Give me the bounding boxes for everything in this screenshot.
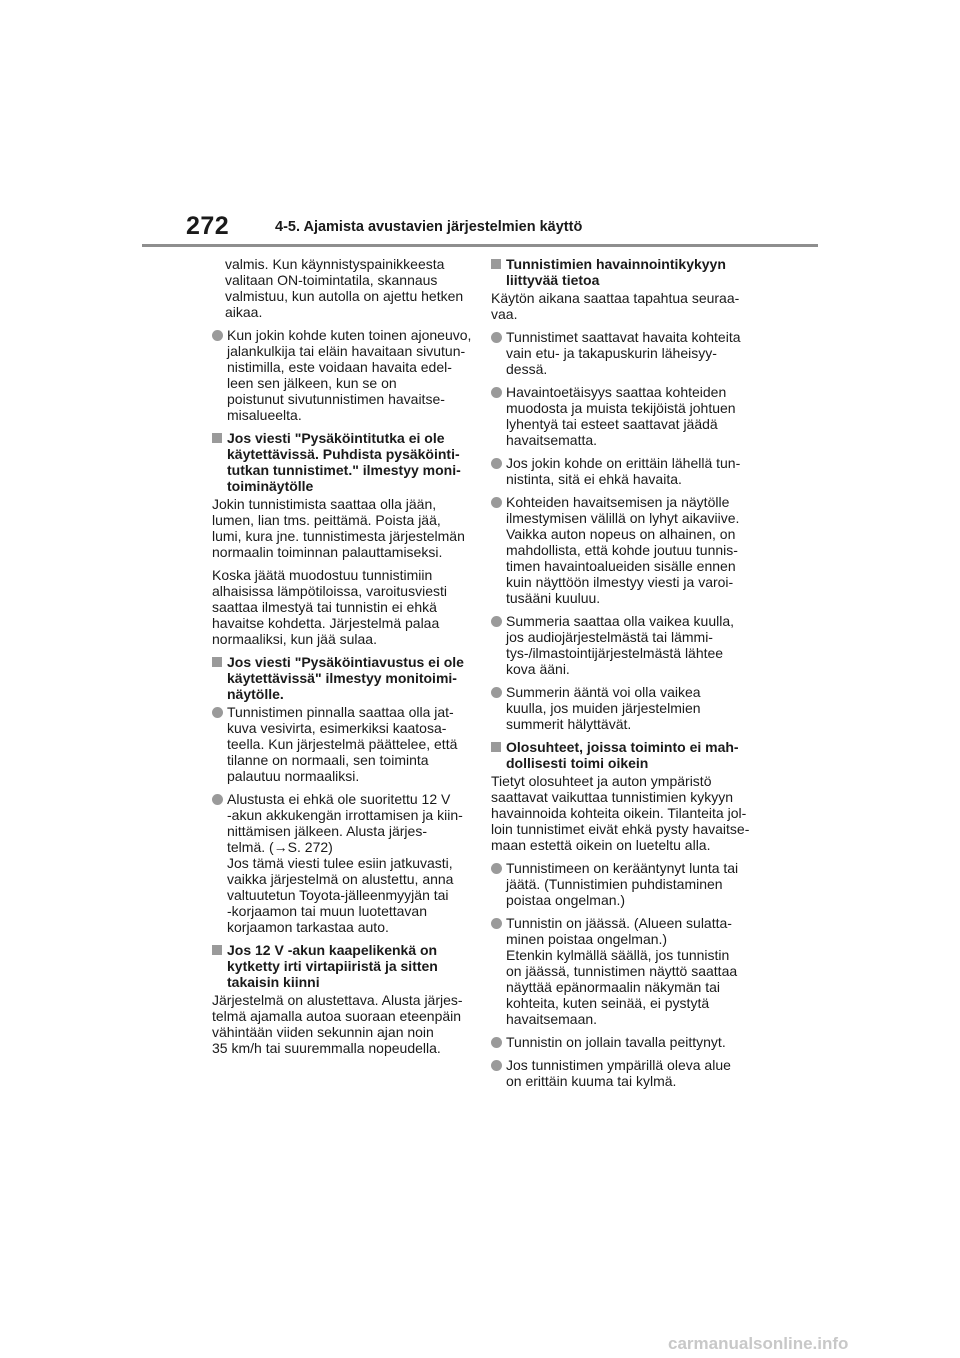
bullet-item [491, 860, 759, 908]
text-line: 35 km/h tai suuremmalla nopeudella. [212, 1040, 441, 1056]
text-line: Jos viesti "Pysäköintitutka ei ole [227, 430, 445, 446]
text-line: Järjestelmä on alustettava. Alusta järjes- [212, 992, 463, 1008]
text-line: vaikka järjestelmä on alustettu, anna [227, 871, 454, 887]
bullet-text [506, 455, 759, 487]
bullet-item [212, 704, 470, 784]
text-line: Tietyt olosuhteet ja auton ympäristö [491, 773, 712, 789]
heading-text [227, 654, 470, 702]
text-line: kuin näyttöön ilmestyy viesti ja varoi- [506, 574, 734, 590]
text-line: kova ääni. [506, 661, 570, 677]
text-line: näyttää epänormaalin näkymän tai [506, 979, 721, 995]
bullet-item [212, 327, 470, 423]
bullet-dot-icon [491, 1037, 502, 1048]
text-line: Etenkin kylmällä säällä, jos tunnistin [506, 947, 730, 963]
text-line: poistaa ongelman.) [506, 892, 626, 908]
square-bullet-icon [212, 657, 222, 667]
text-line: kuulla, jos muiden järjestelmien [506, 700, 701, 716]
bullet-text [506, 860, 759, 908]
bullet-text [506, 329, 759, 377]
bullet-dot-icon [212, 794, 223, 805]
text-line: tusääni kuuluu. [506, 590, 601, 606]
left-column [212, 256, 470, 1063]
text-line: lumen, lian tms. peittämä. Poista jää, [212, 512, 441, 528]
bullet-dot-icon [491, 616, 502, 627]
bullet-text [227, 791, 470, 935]
text-line: saattavat vaikuttaa tunnistimien kykyyn [491, 789, 734, 805]
text-line: Jos tunnistimen ympärillä oleva alue [506, 1057, 731, 1073]
text-line: Vaikka auton nopeus on alhainen, on [506, 526, 736, 542]
text-line: saattaa ilmestyä tai tunnistin ei ehkä [212, 599, 437, 615]
text-line: valmis. Kun käynnistyspainikkeesta [225, 256, 445, 272]
header-rule [142, 244, 818, 247]
text-line: kytketty irti virtapiiristä ja sitten [227, 958, 438, 974]
text-line: Tunnistimeen on kerääntynyt lunta tai [506, 860, 739, 876]
bullet-item [212, 791, 470, 935]
paragraph [491, 773, 759, 853]
continued-paragraph [212, 256, 470, 320]
bullet-dot-icon [491, 918, 502, 929]
text-line: maan estettä oikein on lueteltu alla. [491, 837, 711, 853]
text-line: minen poistaa ongelman.) [506, 931, 668, 947]
watermark: carmanualsonline.info [668, 1334, 849, 1353]
text-line: valitaan ON-toimintatila, skannaus [225, 272, 438, 288]
text-line: on erittäin kuuma tai kylmä. [506, 1073, 677, 1089]
text-line: käytettävissä" ilmestyy monitoimi- [227, 670, 457, 686]
text-line: nittämisen jälkeen. Alusta järjes- [227, 823, 427, 839]
text-line: palautuu normaaliksi. [227, 768, 360, 784]
heading-text [227, 430, 470, 494]
square-bullet-icon [491, 742, 501, 752]
bullet-item [491, 384, 759, 448]
text-line: lumi, kura jne. tunnistimesta järjestelmän [212, 528, 465, 544]
text-line: kuva vesivirta, esimerkiksi kaatosa- [227, 720, 447, 736]
bullet-item [491, 684, 759, 732]
heading-text [506, 256, 759, 288]
text-line: toiminäytölle [227, 478, 314, 494]
bullet-dot-icon [491, 458, 502, 469]
subsection-heading [491, 256, 759, 288]
text-line: Tunnistimen pinnalla saattaa olla jat- [227, 704, 454, 720]
text-line: kohteita, kuten seinää, ei pystytä [506, 995, 710, 1011]
text-line: Tunnistin on jäässä. (Alueen sulatta- [506, 915, 732, 931]
text-line: vaa. [491, 306, 518, 322]
text-line: havaitsematta. [506, 432, 598, 448]
text-line: Tunnistin on jollain tavalla peittynyt. [506, 1034, 726, 1050]
text-line: valtuutetun Toyota-jälleenmyyjän tai [227, 887, 449, 903]
bullet-dot-icon [491, 387, 502, 398]
text-line: -korjaamon tai muun luotettavan [227, 903, 427, 919]
text-line: aikaa. [225, 304, 263, 320]
bullet-dot-icon [491, 1060, 502, 1071]
subsection-heading [491, 739, 759, 771]
text-line: korjaamon tarkastaa auto. [227, 919, 389, 935]
bullet-item [491, 915, 759, 1027]
text-line: havaitse kohdetta. Järjestelmä palaa [212, 615, 440, 631]
text-line: normaaliksi, kun jää sulaa. [212, 631, 377, 647]
text-line: näytölle. [227, 686, 284, 702]
text-line: loin tunnistimet eivät ehkä pysty havaitse- [491, 821, 750, 837]
bullet-item [491, 1057, 759, 1089]
text-line: muodosta ja muista tekijöistä johtuen [506, 400, 736, 416]
text-line: teella. Kun järjestelmä päättelee, että [227, 736, 458, 752]
text-line: ilmestymisen välillä on lyhyt aikaviive. [506, 510, 740, 526]
text-line: Summerin ääntä voi olla vaikea [506, 684, 701, 700]
text-line: vähintään viiden sekunnin ajan noin [212, 1024, 434, 1040]
right-column [491, 256, 759, 1096]
bullet-item [491, 455, 759, 487]
paragraph [212, 567, 470, 647]
square-bullet-icon [212, 945, 222, 955]
text-line: timen havaintoalueiden sisälle ennen [506, 558, 736, 574]
text-line: Tunnistimet saattavat havaita kohteita [506, 329, 741, 345]
text-line: käytettävissä. Puhdista pysäköinti- [227, 446, 460, 462]
heading-text [506, 739, 759, 771]
page-number: 272 [186, 212, 230, 240]
bullet-dot-icon [212, 707, 223, 718]
bullet-text [506, 684, 759, 732]
text-line: tys-/ilmastointijärjestelmästä lähtee [506, 645, 724, 661]
text-line: vain etu- ja takapuskurin läheisyy- [506, 345, 717, 361]
bullet-dot-icon [491, 863, 502, 874]
text-line: Tunnistimien havainnointikykyyn [506, 256, 726, 272]
text-line: Olosuhteet, joissa toiminto ei mah- [506, 739, 739, 755]
text-line: -akun akkukengän irrottamisen ja kiin- [227, 807, 463, 823]
text-line: on jäässä, tunnistimen näyttö saattaa [506, 963, 738, 979]
text-line: havaitsemaan. [506, 1011, 598, 1027]
bullet-dot-icon [212, 330, 223, 341]
text-line: Kohteiden havaitsemisen ja näytölle [506, 494, 730, 510]
square-bullet-icon [491, 259, 501, 269]
text-line: Jos 12 V -akun kaapelikenkä on [227, 942, 438, 958]
text-line: Jos viesti "Pysäköintiavustus ei ole [227, 654, 464, 670]
text-line: poistunut sivutunnistimen havaitse- [227, 391, 445, 407]
text-line: Summeria saattaa olla vaikea kuulla, [506, 613, 735, 629]
bullet-text [227, 327, 470, 423]
text-line: dollisesti toimi oikein [506, 755, 649, 771]
bullet-text [506, 494, 759, 606]
text-line: tutkan tunnistimet." ilmestyy moni- [227, 462, 461, 478]
text-line: summerit hälyttävät. [506, 716, 632, 732]
section-title: 4-5. Ajamista avustavien järjestelmien käyttö [275, 219, 583, 235]
text-line: jos audiojärjestelmästä tai lämmi- [506, 629, 713, 645]
bullet-item [491, 613, 759, 677]
square-bullet-icon [212, 433, 222, 443]
bullet-dot-icon [491, 497, 502, 508]
text-line: telmä ajamalla autoa suoraan eteenpäin [212, 1008, 462, 1024]
paragraph [212, 992, 470, 1056]
text-line: nistinta, sitä ei ehkä havaita. [506, 471, 682, 487]
text-line: valmistuu, kun autolla on ajettu hetken [225, 288, 464, 304]
text-line: alhaisissa lämpötiloissa, varoitusviesti [212, 583, 447, 599]
text-line: Havaintoetäisyys saattaa kohteiden [506, 384, 727, 400]
bullet-text [227, 704, 470, 784]
bullet-item [491, 1034, 759, 1050]
text-line: liittyvää tietoa [506, 272, 600, 288]
paragraph [491, 290, 759, 322]
text-line: lyhentyä tai esteet saattavat jäädä [506, 416, 718, 432]
text-line: telmä. (→S. 272) [227, 839, 333, 855]
text-line: Käytön aikana saattaa tapahtua seuraa- [491, 290, 740, 306]
subsection-heading [212, 654, 470, 702]
text-line: Alustusta ei ehkä ole suoritettu 12 V [227, 791, 451, 807]
text-line: Jos jokin kohde on erittäin lähellä tun- [506, 455, 741, 471]
text-line: nistimilla, este voidaan havaita edel- [227, 359, 452, 375]
text-line: takaisin kiinni [227, 974, 320, 990]
bullet-item [491, 494, 759, 606]
text-line: havainnoida kohteita oikein. Tilanteita jol- [491, 805, 747, 821]
subsection-heading [212, 942, 470, 990]
bullet-text [506, 915, 759, 1027]
bullet-text [506, 1057, 759, 1089]
text-line: jalankulkija tai eläin havaitaan sivutun- [227, 343, 466, 359]
bullet-text [506, 384, 759, 448]
text-line: Kun jokin kohde kuten toinen ajoneuvo, [227, 327, 472, 343]
subsection-heading [212, 430, 470, 494]
text-line: Jos tämä viesti tulee esiin jatkuvasti, [227, 855, 453, 871]
text-line: misalueelta. [227, 407, 302, 423]
heading-text [227, 942, 470, 990]
text-line: tilanne on normaali, sen toiminta [227, 752, 429, 768]
bullet-dot-icon [491, 687, 502, 698]
text-line: Koska jäätä muodostuu tunnistimiin [212, 567, 433, 583]
text-line: leen sen jälkeen, kun se on [227, 375, 397, 391]
text-line: Jokin tunnistimista saattaa olla jään, [212, 496, 437, 512]
bullet-text [506, 1034, 759, 1050]
bullet-dot-icon [491, 332, 502, 343]
bullet-text [506, 613, 759, 677]
page-header [0, 0, 960, 250]
text-line: normaalin toiminnan palauttamiseksi. [212, 544, 443, 560]
text-line: dessä. [506, 361, 548, 377]
text-line: jäätä. (Tunnistimien puhdistaminen [506, 876, 723, 892]
text-line: mahdollista, että kohde joutuu tunnis- [506, 542, 738, 558]
bullet-item [491, 329, 759, 377]
paragraph [212, 496, 470, 560]
